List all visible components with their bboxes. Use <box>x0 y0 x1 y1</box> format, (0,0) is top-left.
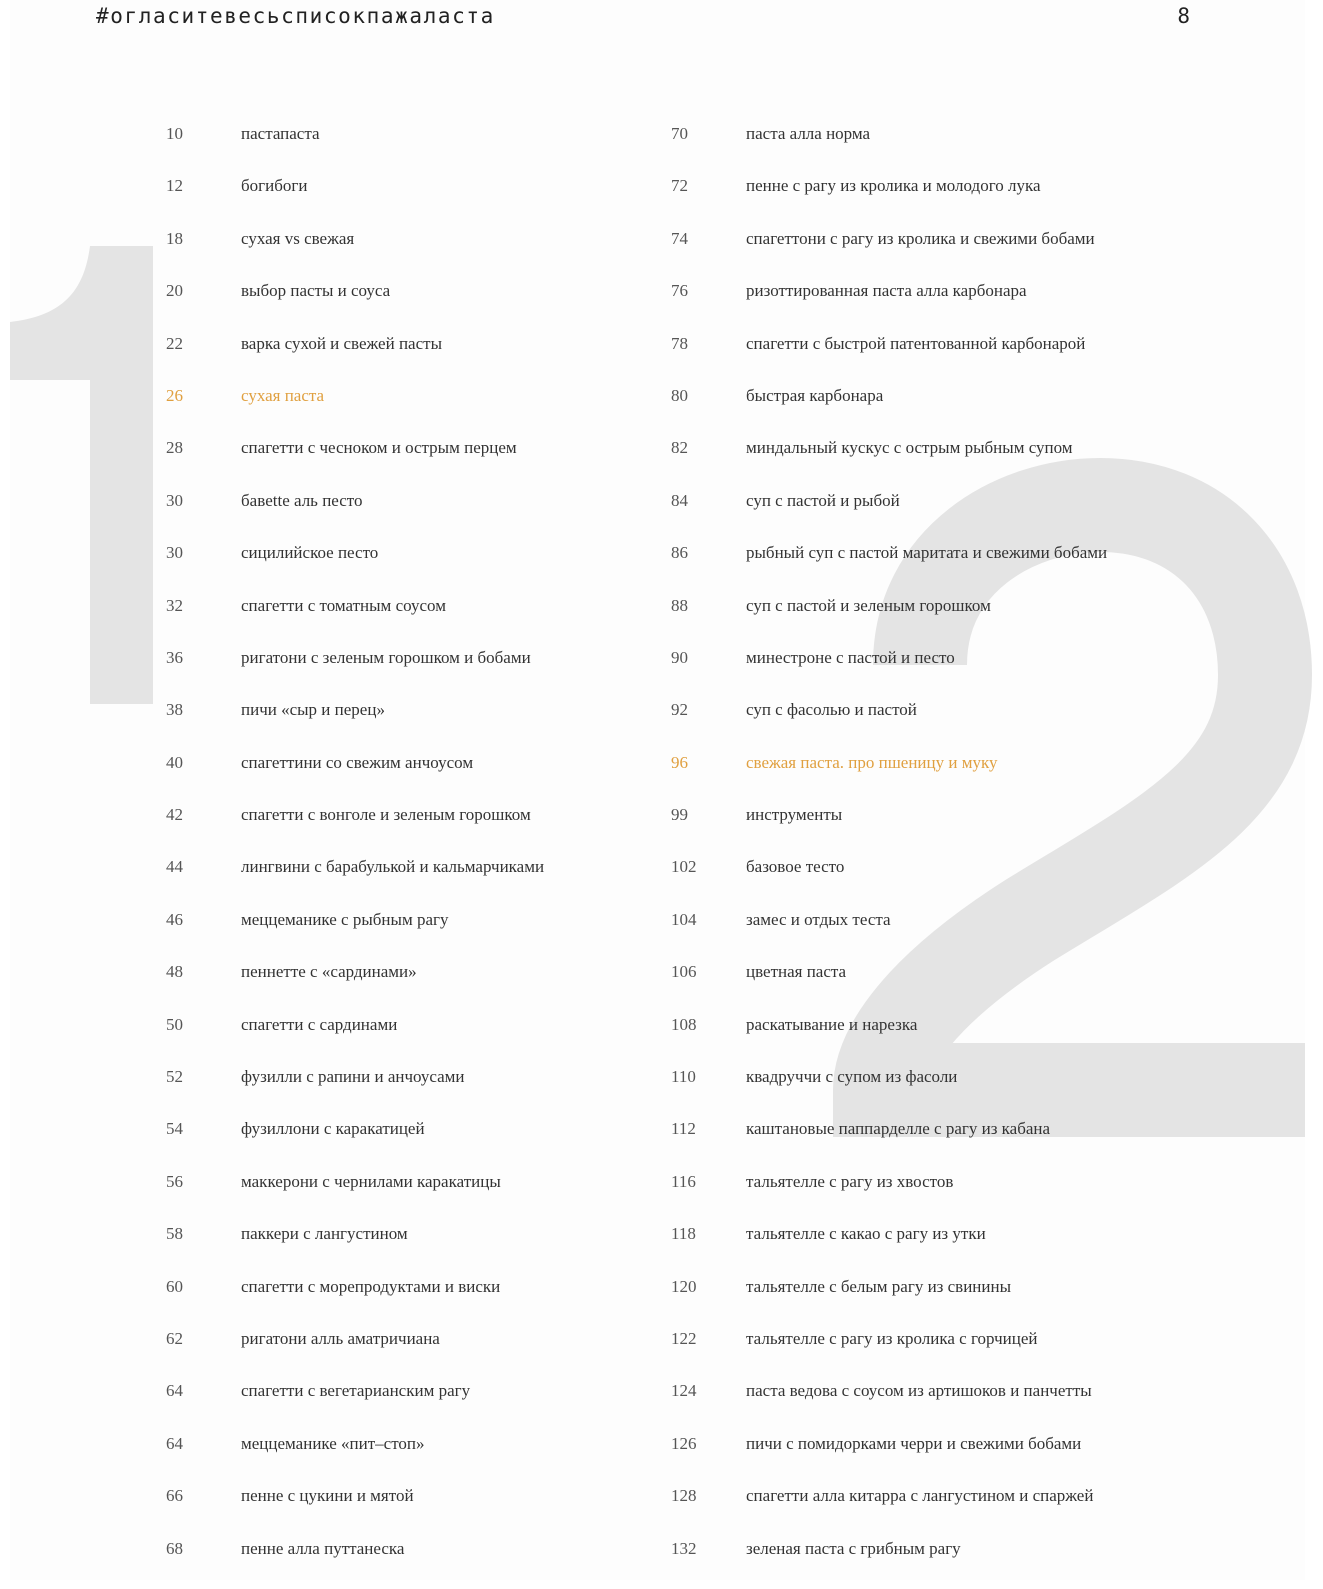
toc-entry[interactable] <box>166 1013 544 1065</box>
toc-entry-title: пичи «сыр и перец» <box>241 700 385 720</box>
toc-entry-page-number: 64 <box>166 1433 183 1453</box>
toc-entry[interactable] <box>671 1222 1107 1274</box>
toc-column-left <box>166 122 544 1589</box>
toc-entry-page-number: 132 <box>671 1538 697 1558</box>
toc-entry[interactable] <box>166 174 544 226</box>
toc-entry-title: суп с пастой и зеленым горошком <box>746 595 991 615</box>
toc-entry[interactable] <box>166 1222 544 1274</box>
toc-entry-title: сухая vs свежая <box>241 228 355 248</box>
toc-entry[interactable] <box>671 646 1107 698</box>
toc-entry-page-number: 104 <box>671 909 697 929</box>
toc-entry-title: пастапаста <box>241 124 320 143</box>
toc-entry-page-number: 22 <box>166 333 183 353</box>
toc-entry-page-number: 110 <box>671 1067 696 1087</box>
toc-entry[interactable] <box>671 1537 1107 1589</box>
toc-entry-title: пенне с цукини и мятой <box>241 1486 414 1506</box>
toc-entry-title: спагеттони с рагу из кролика и свежими бобами <box>746 228 1095 248</box>
toc-entry-page-number: 68 <box>166 1538 183 1558</box>
toc-entry[interactable] <box>671 1275 1107 1327</box>
toc-entry[interactable] <box>671 174 1107 226</box>
toc-entry-page-number: 80 <box>671 385 688 405</box>
toc-section-title: свежая паста. про пшеницу и муку <box>746 752 998 772</box>
toc-entry[interactable] <box>671 1379 1107 1431</box>
toc-entry-page-number: 58 <box>166 1224 183 1244</box>
toc-entry-title: ризоттированная паста алла карбонара <box>746 281 1027 301</box>
toc-entry[interactable] <box>166 1379 544 1431</box>
toc-entry-page-number: 72 <box>671 176 688 196</box>
toc-entry[interactable] <box>166 960 544 1012</box>
toc-entry-page-number: 66 <box>166 1486 183 1506</box>
toc-entry-title: сицилийское песто <box>241 543 379 563</box>
toc-entry-page-number: 84 <box>671 490 688 510</box>
toc-entry-title: спагетти с сардинами <box>241 1014 398 1034</box>
toc-entry-title: бавette аль песто <box>241 490 363 510</box>
toc-entry-title: тальятелле с рагу из хвостов <box>746 1171 954 1191</box>
section-digit-1 <box>0 240 160 710</box>
toc-entry-title: спагетти с вегетарианским рагу <box>241 1381 471 1401</box>
toc-entry-page-number: 76 <box>671 281 688 301</box>
toc-entry-page-number: 96 <box>671 752 688 772</box>
toc-entry-title: спагетти с морепродуктами и виски <box>241 1276 501 1296</box>
toc-entry-title: пенне с рагу из кролика и молодого лука <box>746 176 1041 196</box>
toc-entry[interactable] <box>671 332 1107 384</box>
toc-entry[interactable] <box>671 436 1107 488</box>
toc-entry-title: тальятелле с рагу из кролика с горчицей <box>746 1328 1038 1348</box>
toc-entry[interactable] <box>671 541 1107 593</box>
toc-entry-title: паккери с лангустином <box>241 1224 408 1244</box>
toc-entry-page-number: 82 <box>671 438 688 458</box>
toc-entry-page-number: 62 <box>166 1328 183 1348</box>
toc-entry-title: пенне алла путтанеска <box>241 1538 405 1558</box>
toc-entry[interactable] <box>671 384 1107 436</box>
toc-entry-title: богибоги <box>241 176 308 196</box>
toc-entry-page-number: 112 <box>671 1119 696 1139</box>
toc-entry[interactable] <box>671 698 1107 750</box>
toc-entry[interactable] <box>166 1432 544 1484</box>
toc-entry[interactable] <box>671 1065 1107 1117</box>
toc-entry-title: паста алла норма <box>746 124 871 143</box>
toc-entry-page-number: 30 <box>166 490 183 510</box>
toc-entry[interactable] <box>166 489 544 541</box>
toc-entry[interactable] <box>671 122 1107 174</box>
toc-entry[interactable] <box>166 279 544 331</box>
toc-entry-title: фузиллони с каракатицей <box>241 1119 425 1139</box>
toc-entry-title: квадруччи с супом из фасоли <box>746 1067 958 1087</box>
toc-entry-title: суп с пастой и рыбой <box>746 490 900 510</box>
toc-entry-title: меццеманике «пит–стоп» <box>241 1433 425 1453</box>
toc-entry[interactable] <box>671 227 1107 279</box>
toc-entry[interactable] <box>166 803 544 855</box>
toc-entry-title: ригатони алль аматричиана <box>241 1328 440 1348</box>
toc-entry-title: пичи с помидорками черри и свежими бобами <box>746 1433 1082 1453</box>
toc-entry-page-number: 108 <box>671 1014 697 1034</box>
toc-entry[interactable] <box>671 1327 1107 1379</box>
toc-entry-page-number: 88 <box>671 595 688 615</box>
toc-entry-page-number: 124 <box>671 1381 697 1401</box>
toc-entry-page-number: 10 <box>166 124 183 143</box>
toc-entry[interactable] <box>166 1170 544 1222</box>
toc-entry[interactable] <box>671 803 1107 855</box>
toc-entry-page-number: 120 <box>671 1276 697 1296</box>
toc-entry-title: лингвини с барабулькой и кальмарчиками <box>241 857 545 877</box>
toc-entry-page-number: 64 <box>166 1381 183 1401</box>
toc-entry[interactable] <box>166 751 544 803</box>
toc-entry[interactable] <box>166 855 544 907</box>
toc-entry-page-number: 44 <box>166 857 183 877</box>
toc-entry-page-number: 54 <box>166 1119 183 1139</box>
toc-entry-page-number: 74 <box>671 228 688 248</box>
toc-entry-title: спагетти алла китарра с лангустином и спаржей <box>746 1486 1094 1506</box>
toc-entry-title: замес и отдых теста <box>746 909 891 929</box>
page-header-title: #огласитевесьсписокпажаласта <box>96 4 495 28</box>
toc-entry-page-number: 90 <box>671 647 688 667</box>
toc-entry-title: паста ведова с соусом из артишоков и панчетты <box>746 1381 1092 1401</box>
toc-entry-page-number: 36 <box>166 647 183 667</box>
toc-entry[interactable] <box>166 384 544 436</box>
digit-1-shape <box>10 246 153 704</box>
toc-entry[interactable] <box>166 698 544 750</box>
toc-entry-title: спагеттини со свежим анчоусом <box>241 752 474 772</box>
toc-entry-title: базовое тесто <box>746 857 845 877</box>
toc-entry-page-number: 126 <box>671 1433 697 1453</box>
toc-entry-page-number: 42 <box>166 805 183 825</box>
toc-entry-title: выбор пасты и соуса <box>241 281 391 301</box>
toc-entry[interactable] <box>671 489 1107 541</box>
toc-entry-page-number: 106 <box>671 962 697 982</box>
toc-entry-page-number: 12 <box>166 176 183 196</box>
toc-entry[interactable] <box>671 855 1107 907</box>
toc-entry-title: раскатывание и нарезка <box>746 1014 918 1034</box>
toc-entry-title: суп с фасолью и пастой <box>746 700 917 720</box>
page-number: 8 <box>1177 4 1190 28</box>
toc-entry[interactable] <box>166 436 544 488</box>
toc-entry-page-number: 92 <box>671 700 688 720</box>
toc-entry-page-number: 128 <box>671 1486 697 1506</box>
toc-entry-page-number: 70 <box>671 124 688 143</box>
toc-entry-page-number: 56 <box>166 1171 183 1191</box>
toc-entry-page-number: 18 <box>166 228 183 248</box>
toc-entry[interactable] <box>166 227 544 279</box>
toc-entry[interactable] <box>671 594 1107 646</box>
toc-entry[interactable] <box>166 908 544 960</box>
toc-entry[interactable] <box>671 1013 1107 1065</box>
toc-entry-page-number: 116 <box>671 1171 696 1191</box>
toc-entry-page-number: 52 <box>166 1067 183 1087</box>
toc-entry-page-number: 26 <box>166 385 183 405</box>
toc-entry[interactable] <box>671 960 1107 1012</box>
toc-entry[interactable] <box>166 1484 544 1536</box>
toc-entry-page-number: 118 <box>671 1224 696 1244</box>
toc-column-right <box>671 122 1107 1589</box>
toc-entry-title: тальятелле с белым рагу из свинины <box>746 1276 1012 1296</box>
toc-entry-page-number: 28 <box>166 438 183 458</box>
toc-entry-title: спагетти с вонголе и зеленым горошком <box>241 805 531 825</box>
toc-entry-title: варка сухой и свежей пасты <box>241 333 442 353</box>
toc-entry-title: спагетти с чесноком и острым перцем <box>241 438 517 458</box>
toc-entry[interactable] <box>166 541 544 593</box>
toc-entry[interactable] <box>166 1537 544 1589</box>
toc-entry-page-number: 32 <box>166 595 183 615</box>
toc-entry-page-number: 102 <box>671 857 697 877</box>
toc-section-title: сухая паста <box>241 385 325 405</box>
toc-entry-title: фузилли с рапини и анчоусами <box>241 1067 465 1087</box>
toc-entry-title: спагетти с быстрой патентованной карбонарой <box>746 333 1086 353</box>
toc-entry[interactable] <box>671 908 1107 960</box>
toc-entry[interactable] <box>166 1065 544 1117</box>
toc-entry-page-number: 48 <box>166 962 183 982</box>
toc-entry[interactable] <box>166 1275 544 1327</box>
toc-entry[interactable] <box>671 1170 1107 1222</box>
toc-entry[interactable] <box>671 279 1107 331</box>
toc-entry-title: каштановые паппарделле с рагу из кабана <box>746 1119 1051 1139</box>
toc-entry[interactable] <box>166 1117 544 1169</box>
toc-entry-page-number: 86 <box>671 543 688 563</box>
toc-entry-title: пеннетте с «сардинами» <box>241 962 417 982</box>
toc-entry-title: зеленая паста с грибным рагу <box>746 1538 961 1558</box>
toc-entry-page-number: 122 <box>671 1328 697 1348</box>
toc-entry-title: рыбный суп с пастой маритата и свежими бобами <box>746 543 1108 563</box>
toc-entry[interactable] <box>671 1484 1107 1536</box>
toc-entry-title: минестроне с пастой и песто <box>746 647 955 667</box>
toc-entry-title: маккерони с чернилами каракатицы <box>241 1171 501 1191</box>
toc-entry[interactable] <box>671 1117 1107 1169</box>
toc-entry-page-number: 20 <box>166 281 183 301</box>
toc-entry-page-number: 38 <box>166 700 183 720</box>
toc-entry-title: цветная паста <box>746 962 847 982</box>
toc-entry[interactable] <box>166 332 544 384</box>
toc-entry-title: тальятелле с какао с рагу из утки <box>746 1224 986 1244</box>
toc-entry[interactable] <box>166 1327 544 1379</box>
toc-entry-title: ригатони с зеленым горошком и бобами <box>241 647 531 667</box>
toc-entry-page-number: 60 <box>166 1276 183 1296</box>
toc-entry-page-number: 50 <box>166 1014 183 1034</box>
toc-entry[interactable] <box>671 1432 1107 1484</box>
toc-entry-page-number: 46 <box>166 909 183 929</box>
toc-entry-title: инструменты <box>746 805 843 825</box>
toc-entry-page-number: 78 <box>671 333 688 353</box>
toc-entry[interactable] <box>166 122 544 174</box>
toc-entry-title: миндальный кускус с острым рыбным супом <box>746 438 1073 458</box>
toc-entry[interactable] <box>166 646 544 698</box>
toc-entry-page-number: 40 <box>166 752 183 772</box>
toc-entry-title: быстрая карбонара <box>746 385 884 405</box>
toc-entry[interactable] <box>671 751 1107 803</box>
toc-entry-page-number: 30 <box>166 543 183 563</box>
toc-entry-page-number: 99 <box>671 805 688 825</box>
toc-entry-title: спагетти с томатным соусом <box>241 595 446 615</box>
toc-entry[interactable] <box>166 594 544 646</box>
toc-entry-title: меццеманике с рыбным рагу <box>241 909 449 929</box>
